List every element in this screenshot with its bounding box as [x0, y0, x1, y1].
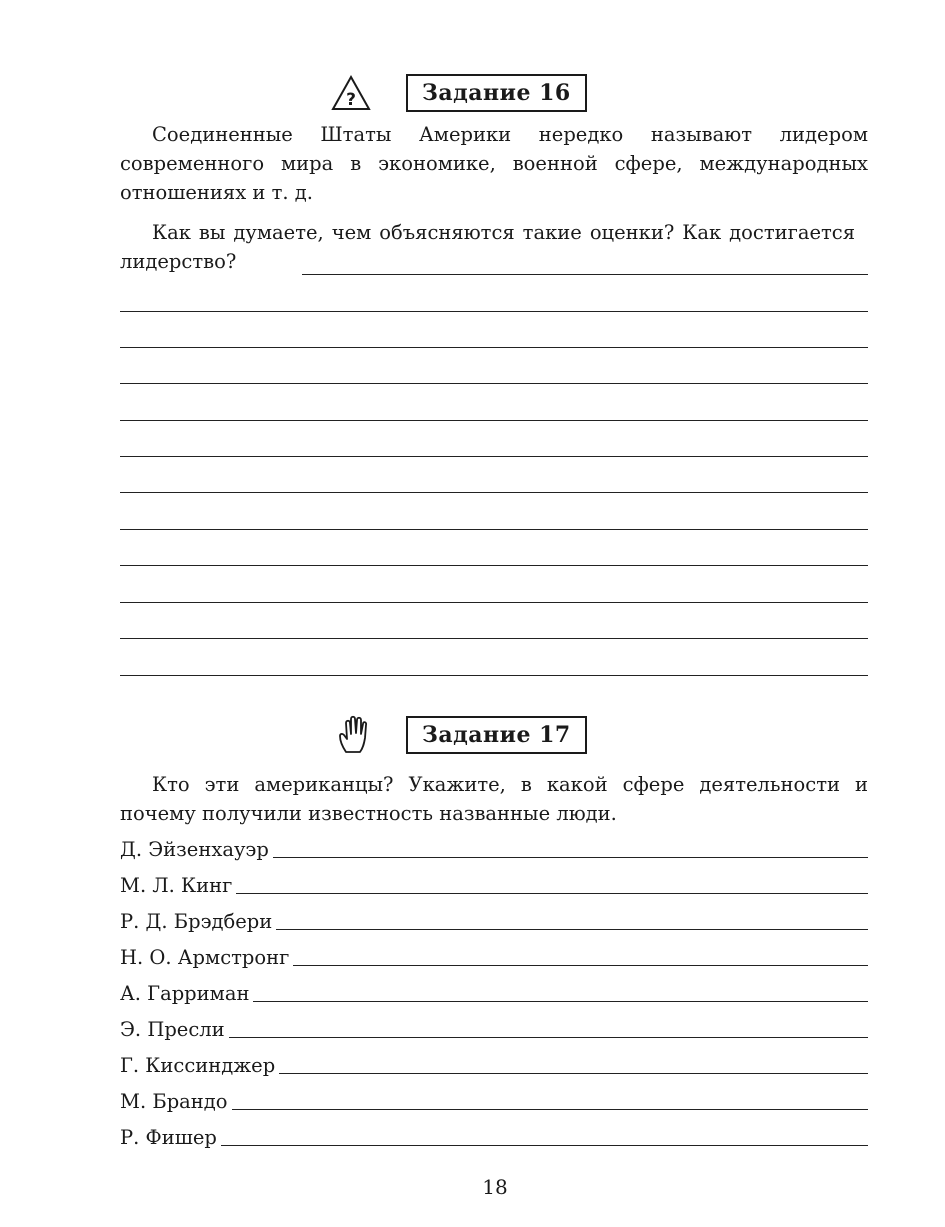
person-answer-line[interactable] — [232, 1109, 868, 1110]
person-name: А. Гарриман — [120, 982, 250, 1005]
task17-title: Задание 17 — [406, 716, 587, 754]
person-name: Р. Фишер — [120, 1126, 217, 1149]
answer-line[interactable] — [120, 347, 868, 348]
task16-text: Соединенные Штаты Америки нередко называют лидером современного мира в экономике, военной сфере, международных отношениях и т. д. — [120, 123, 868, 204]
answer-line[interactable] — [120, 529, 868, 530]
person-name: Р. Д. Брэдбери — [120, 910, 273, 933]
person-row — [120, 904, 868, 934]
task16-question-paragraph — [120, 218, 855, 276]
answer-line[interactable] — [120, 675, 868, 676]
person-row — [120, 868, 868, 898]
person-answer-line[interactable] — [253, 1001, 868, 1002]
question-triangle-icon — [330, 74, 372, 112]
person-name: Г. Киссинджер — [120, 1054, 276, 1077]
person-answer-line[interactable] — [229, 1037, 868, 1038]
person-name: М. Л. Кинг — [120, 874, 233, 897]
person-answer-line[interactable] — [276, 929, 868, 930]
person-answer-line[interactable] — [221, 1145, 868, 1146]
person-row — [120, 1084, 868, 1114]
answer-line[interactable] — [120, 638, 868, 639]
person-answer-line[interactable] — [273, 857, 868, 858]
person-row — [120, 940, 868, 970]
person-row — [120, 976, 868, 1006]
answer-line[interactable] — [120, 456, 868, 457]
page-number: 18 — [482, 1175, 508, 1199]
task17-text: Кто эти американцы? Укажите, в какой сфере деятельности и почему получили известность названные люди. — [120, 773, 868, 825]
answer-line[interactable] — [120, 602, 868, 603]
answer-line[interactable] — [302, 274, 868, 275]
task16-paragraph — [120, 120, 868, 207]
person-row — [120, 1120, 868, 1150]
person-name: Н. О. Армстронг — [120, 946, 290, 969]
person-name: М. Брандо — [120, 1090, 228, 1113]
answer-line[interactable] — [120, 420, 868, 421]
answer-line[interactable] — [120, 311, 868, 312]
person-row — [120, 1012, 868, 1042]
person-name: Э. Пресли — [120, 1018, 225, 1041]
svg-text:?: ? — [346, 90, 356, 110]
person-answer-line[interactable] — [293, 965, 868, 966]
task16-header — [330, 74, 587, 112]
answer-line[interactable] — [120, 383, 868, 384]
task16-question: Как вы думаете, чем объясняются такие оценки? Как достигается лидерство? — [120, 221, 855, 273]
person-row — [120, 832, 868, 862]
person-answer-line[interactable] — [279, 1073, 868, 1074]
task16-title: Задание 16 — [406, 74, 587, 112]
task17-header — [336, 714, 587, 756]
answer-line[interactable] — [120, 565, 868, 566]
task17-paragraph — [120, 770, 868, 828]
hand-icon — [336, 714, 374, 756]
person-answer-line[interactable] — [236, 893, 868, 894]
person-row — [120, 1048, 868, 1078]
answer-line[interactable] — [120, 492, 868, 493]
person-name: Д. Эйзенхауэр — [120, 838, 269, 861]
